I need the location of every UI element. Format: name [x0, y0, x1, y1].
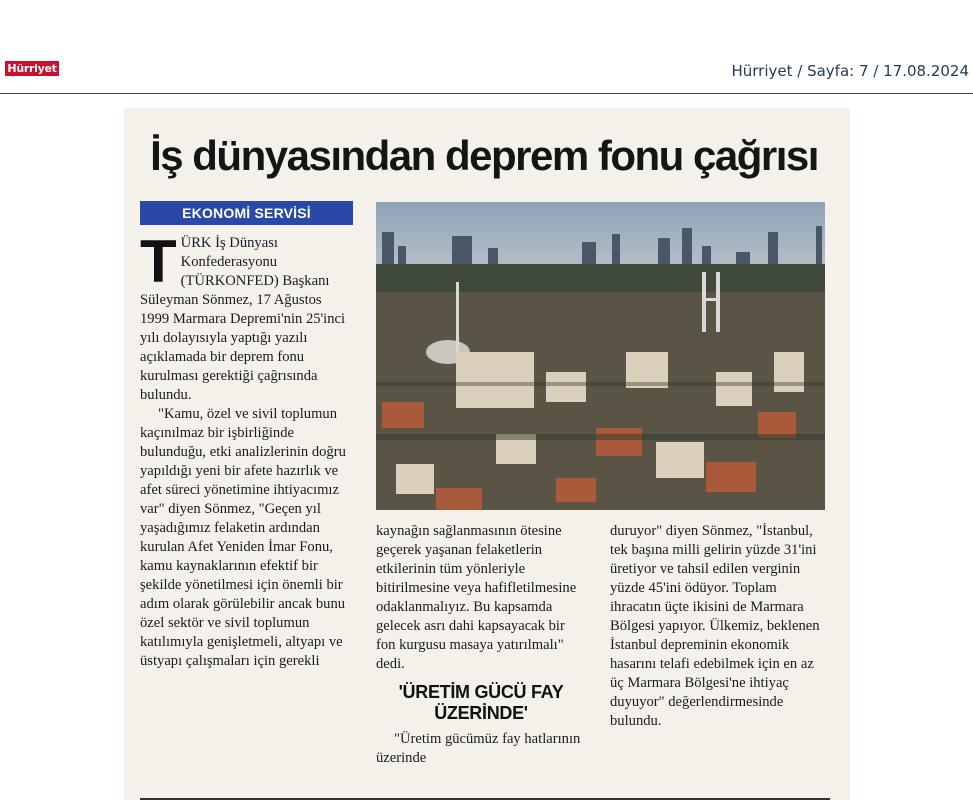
- paragraph-continuation: kaynağın sağlanmasının ötesine geçerek yaşanan felaketlerin etkilerinin tüm yönleriyle bitirilmesine veya hafifletilmesine odaklanmalıyız. Bu kapsamda gelecek asrı dahi kapsayacak bir fon kurgusu masaya yatırılmalı" dedi.: [376, 523, 577, 672]
- header-divider: [0, 93, 973, 94]
- istanbul-skyline-photo: [376, 202, 825, 510]
- newspaper-clipping: [124, 108, 850, 800]
- paragraph-quote: "Kamu, özel ve sivil toplumun kaçınılmaz bir işbirliğinde bulunduğu, etki analizlerinin doğru yapıldığı yeni bir afete hazırlık ve afet süreci yönetimine ihtiyacımız var" diyen Sönmez, "Geçen yıl yaşadığımız felaketin ardından kurulan Afet Yeniden İmar Fonu, kamu kaynaklarının efektif bir şekilde yönetilmesi için önemli bir adım olarak görülebilir ancak bunu özel sektör ve sivil toplumun katılımıyla genişletmeli, altyapı ve üstyapı çalışmaları için gerekli: [140, 406, 346, 669]
- paragraph-production: "Üretim gücümüz fay hatlarının üzerinde: [376, 731, 581, 766]
- article-column-1: [140, 228, 346, 671]
- istanbul-photo-graphic: [376, 202, 825, 510]
- article-headline: İş dünyasından deprem fonu çağrısı: [150, 132, 818, 179]
- hurriyet-logo: Hürriyet: [5, 61, 59, 76]
- section-label: EKONOMİ SERVİSİ: [140, 201, 353, 225]
- drop-cap: T: [140, 228, 177, 295]
- article-column-2: [376, 522, 586, 768]
- article-column-3: [610, 522, 822, 731]
- paragraph-istanbul: duruyor" diyen Sönmez, "İstanbul, tek başına milli gelirin yüzde 31'ini üretiyor ve tahsil edilen verginin yüzde 45'ini ödüyor. Toplam ihracatın üçte ikisini de Marmara Bölgesi yapıyor. Ülkemiz, beklenen İstanbul depreminin ekonomik hasarını telafi edebilmek için en az üç Marmara Bölgesi'ne ihtiyaç duyuyor" değerlendirmesinde bulundu.: [610, 523, 820, 729]
- article-subheading: 'ÜRETİM GÜCÜ FAY ÜZERİNDE': [398, 682, 564, 723]
- paragraph-intro: ÜRK İş Dünyası Konfederasyonu (TÜRKONFED) Başkanı Süleyman Sönmez, 17 Ağustos 1999 Marmara Depremi'nin 25'inci yılı dolayısıyla yaptığı yazılı açıklamada bir deprem fonu kurulması gerektiği çağrısında bulundu.: [140, 235, 346, 403]
- page-reference: Hürriyet / Sayfa: 7 / 17.08.2024: [731, 62, 969, 80]
